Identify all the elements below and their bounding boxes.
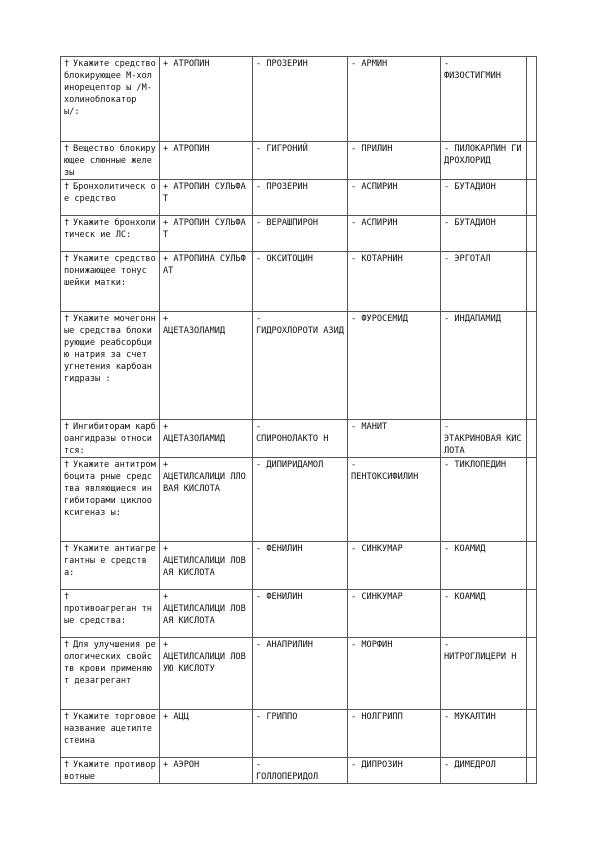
question-text: Вещество блокирующее слюнные железы [64,144,156,178]
wrong-answer-cell: - СПИРОНОЛАКТО Н [253,420,348,458]
question-marker-icon: † [64,218,70,228]
question-text: противоагреган тные средства: [64,604,152,626]
wrong-answer-cell: - ПРИЛИН [348,142,441,180]
question-cell [61,180,160,216]
question-marker-icon: † [64,592,70,602]
empty-cell [527,180,537,216]
wrong-answer-cell: - ГИГРОНИЙ [253,142,348,180]
question-cell [61,142,160,180]
wrong-answer-cell: - ГИДРОХЛОРОТИ АЗИД [253,312,348,420]
empty-cell [527,57,537,142]
quiz-table [60,56,537,784]
empty-cell [527,758,537,784]
wrong-answer-cell: - АСПИРИН [348,216,441,252]
question-marker-icon: † [64,640,70,650]
wrong-answer-cell: - ФЕНИЛИН [253,542,348,590]
wrong-answer-cell: - БУТАДИОН [441,180,527,216]
wrong-answer-cell: - ПРОЗЕРИН [253,180,348,216]
wrong-answer-cell: - МАНИТ [348,420,441,458]
wrong-answer-cell: - ПРОЗЕРИН [253,57,348,142]
question-cell [61,216,160,252]
question-row [61,458,537,542]
question-text: Ингибиторам карбоангидразы относится: [64,422,156,456]
question-row [61,180,537,216]
empty-cell [527,710,537,758]
correct-answer-cell: + АТРОПИН [160,142,253,180]
empty-cell [527,216,537,252]
wrong-answer-cell: - ФЕНИЛИН [253,590,348,638]
empty-cell [527,312,537,420]
question-cell [61,638,160,710]
empty-cell [527,542,537,590]
wrong-answer-cell: - ЭРГОТАЛ [441,252,527,312]
wrong-answer-cell: - ПИЛОКАРПИН ГИДРОХЛОРИД [441,142,527,180]
wrong-answer-cell: - СИНКУМАР [348,590,441,638]
wrong-answer-cell: - ИНДАПАМИД [441,312,527,420]
wrong-answer-cell: - АНАПРИЛИН [253,638,348,710]
question-marker-icon: † [64,712,70,722]
question-cell [61,758,160,784]
wrong-answer-cell: - СИНКУМАР [348,542,441,590]
question-row [61,142,537,180]
question-cell [61,420,160,458]
correct-answer-cell: + АТРОПИНА СУЛЬФАТ [160,252,253,312]
question-text: Укажите мочегонные средства блокирующие реабсорбцию натрия за счет угнетения карбоангидразы : [64,314,156,384]
empty-cell [527,142,537,180]
question-marker-icon: † [64,144,70,154]
question-cell [61,458,160,542]
question-marker-icon: † [64,460,70,470]
correct-answer-cell: + АТРОПИН СУЛЬФАТ [160,216,253,252]
question-row [61,252,537,312]
wrong-answer-cell: - АСПИРИН [348,180,441,216]
question-marker-icon: † [64,182,70,192]
question-row [61,216,537,252]
question-text: Укажите антитромбоцита рные средства являющиеся ингибиторами циклооксигеназ ы: [64,460,156,518]
question-marker-icon: † [64,544,70,554]
correct-answer-cell: + АЦЕТИЛСАЛИЦИ ЛЛОВАЯ КИСЛОТА [160,458,253,542]
question-marker-icon: † [64,314,70,324]
question-row [61,710,537,758]
wrong-answer-cell: - КОАМИД [441,542,527,590]
wrong-answer-cell: - МУКАЛТИН [441,710,527,758]
question-cell [61,312,160,420]
question-text: Для улучшения реологических свойств крови применяют дезагрегант [64,640,156,686]
correct-answer-cell: + АЦЕТАЗОЛАМИД [160,312,253,420]
question-row [61,57,537,142]
quiz-table-body [61,57,537,784]
wrong-answer-cell: - БУТАДИОН [441,216,527,252]
wrong-answer-cell: - КОТАРНИН [348,252,441,312]
question-text: Укажите средство блокирующее М-холинорецептор ы /М-холиноблокатор ы/: [64,59,156,117]
question-text: Бронхолитическ ое средство [64,182,156,204]
empty-cell [527,252,537,312]
correct-answer-cell: + АЦЕТИЛСАЛИЦИ ЛОВАЯ КИСЛОТА [160,542,253,590]
correct-answer-cell: + АЦЦ [160,710,253,758]
question-cell [61,710,160,758]
empty-cell [527,458,537,542]
empty-cell [527,420,537,458]
wrong-answer-cell: - ПЕНТОКСИФИЛИН [348,458,441,542]
question-row [61,758,537,784]
question-text: Укажите антиагрегантны е средства: [64,544,156,578]
question-row [61,590,537,638]
question-row [61,542,537,590]
question-cell [61,542,160,590]
correct-answer-cell: + АЦЕТИЛСАЛИЦИ ЛОВУЮ КИСЛОТУ [160,638,253,710]
question-text: Укажите торговое название ацетилтестеина [64,712,156,746]
empty-cell [527,638,537,710]
wrong-answer-cell: - НИТРОГЛИЦЕРИ Н [441,638,527,710]
wrong-answer-cell: - КОАМИД [441,590,527,638]
wrong-answer-cell: - ТИКЛОПЕДИН [441,458,527,542]
question-text: Укажите бронхолитическ ие ЛС: [64,218,156,240]
question-marker-icon: † [64,422,70,432]
question-cell [61,57,160,142]
question-marker-icon: † [64,59,70,69]
correct-answer-cell: + АТРОПИН СУЛЬФАТ [160,180,253,216]
question-cell [61,590,160,638]
wrong-answer-cell: - ДИПИРИДАМОЛ [253,458,348,542]
wrong-answer-cell: - ГОЛЛОПЕРИДОЛ [253,758,348,784]
question-marker-icon: † [64,760,70,770]
correct-answer-cell: + АТРОПИН [160,57,253,142]
empty-cell [527,590,537,638]
wrong-answer-cell: - ГРИППО [253,710,348,758]
wrong-answer-cell: - НОЛГРИПП [348,710,441,758]
question-text: Укажите противорвотные [64,760,156,782]
correct-answer-cell: + АЦЕТИЛСАЛИЦИ ЛОВАЯ КИСЛОТА [160,590,253,638]
question-marker-icon: † [64,254,70,264]
wrong-answer-cell: - ДИМЕДРОЛ [441,758,527,784]
wrong-answer-cell: - ФИЗОСТИГМИН [441,57,527,142]
wrong-answer-cell: - ФУРОСЕМИД [348,312,441,420]
question-text: Укажите средство понижающее тонус шейки матки: [64,254,156,288]
correct-answer-cell: + АЦЕТАЗОЛАМИД [160,420,253,458]
wrong-answer-cell: - АРМИН [348,57,441,142]
wrong-answer-cell: - ДИПРОЗИН [348,758,441,784]
question-cell [61,252,160,312]
question-row [61,638,537,710]
question-row [61,312,537,420]
wrong-answer-cell: - ЭТАКРИНОВАЯ КИСЛОТА [441,420,527,458]
correct-answer-cell: + АЭРОН [160,758,253,784]
wrong-answer-cell: - МОРФИН [348,638,441,710]
question-row [61,420,537,458]
wrong-answer-cell: - ВЕРАШПИРОН [253,216,348,252]
wrong-answer-cell: - ОКСИТОЦИН [253,252,348,312]
